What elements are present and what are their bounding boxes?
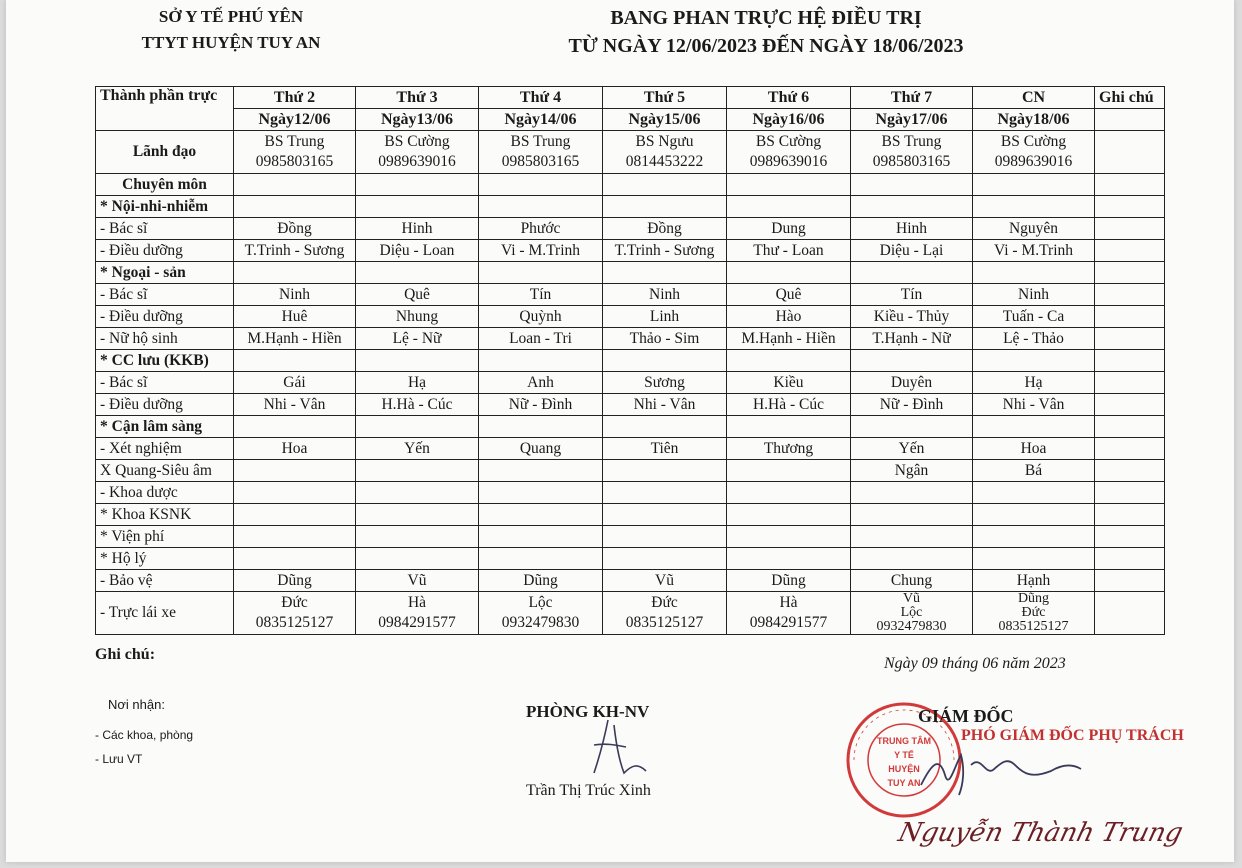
cell-line: 0989639016	[994, 153, 1073, 170]
schedule-cell	[356, 526, 479, 548]
cell-line: BS Cường	[1000, 133, 1067, 150]
schedule-cell	[603, 350, 727, 372]
schedule-cell	[973, 592, 1095, 635]
schedule-cell: Thảo - Sim	[603, 328, 727, 350]
schedule-cell	[851, 504, 973, 526]
header-row	[96, 87, 1165, 109]
notes-cell	[1095, 548, 1165, 570]
schedule-cell: Hạ	[973, 372, 1095, 394]
schedule-cell: Thương	[727, 438, 851, 460]
table-row	[96, 416, 1165, 438]
schedule-cell	[356, 196, 479, 218]
row-label: - Bác sĩ	[96, 372, 234, 394]
column-header-date: Ngày18/06	[973, 109, 1095, 131]
schedule-cell	[727, 526, 851, 548]
schedule-cell: T.Trinh - Sương	[234, 240, 356, 262]
schedule-cell	[851, 526, 973, 548]
notes-cell	[1095, 526, 1165, 548]
schedule-cell	[479, 262, 603, 284]
schedule-cell: Ngân	[851, 460, 973, 482]
schedule-cell: Hào	[727, 306, 851, 328]
schedule-cell: Dũng	[234, 570, 356, 592]
schedule-cell	[727, 504, 851, 526]
cell-line: 0835125127	[255, 614, 334, 631]
notes-cell	[1095, 218, 1165, 240]
schedule-cell	[727, 548, 851, 570]
notes-cell	[1095, 438, 1165, 460]
schedule-cell	[479, 504, 603, 526]
table-row	[96, 438, 1165, 460]
column-header-day: Thứ 7	[851, 87, 973, 109]
schedule-cell	[356, 482, 479, 504]
schedule-cell	[603, 592, 727, 635]
schedule-cell: Chung	[851, 570, 973, 592]
schedule-cell	[356, 504, 479, 526]
table-row	[96, 328, 1165, 350]
schedule-cell: Đồng	[234, 218, 356, 240]
schedule-cell	[234, 262, 356, 284]
column-header-day: Thứ 6	[727, 87, 851, 109]
schedule-cell: Hoa	[973, 438, 1095, 460]
schedule-cell: Kiều - Thủy	[851, 306, 973, 328]
schedule-cell: Hinh	[851, 218, 973, 240]
schedule-cell: Nhi - Vân	[973, 394, 1095, 416]
recipients-label: Nơi nhận:	[108, 697, 165, 712]
column-header-day: CN	[973, 87, 1095, 109]
schedule-cell	[973, 526, 1095, 548]
recipient-item: - Các khoa, phòng	[95, 728, 194, 742]
notes-cell	[1095, 306, 1165, 328]
schedule-cell: Vi - M.Trinh	[479, 240, 603, 262]
notes-label: Ghi chú:	[95, 646, 156, 663]
schedule-cell	[603, 504, 727, 526]
cell-line: Hà	[407, 594, 427, 611]
schedule-cell	[727, 131, 851, 174]
schedule-cell	[603, 548, 727, 570]
notes-cell	[1095, 262, 1165, 284]
schedule-cell: Vũ	[603, 570, 727, 592]
schedule-cell: Nhung	[356, 306, 479, 328]
schedule-cell	[234, 131, 356, 174]
row-label: X Quang-Siêu âm	[96, 460, 234, 482]
schedule-cell: Yến	[851, 438, 973, 460]
schedule-cell: Sương	[603, 372, 727, 394]
schedule-cell: Ninh	[603, 284, 727, 306]
schedule-cell	[234, 504, 356, 526]
schedule-cell: Hoa	[234, 438, 356, 460]
schedule-cell	[603, 526, 727, 548]
schedule-cell	[356, 548, 479, 570]
schedule-cell	[727, 174, 851, 196]
schedule-cell: Gái	[234, 372, 356, 394]
row-label: - Điều dưỡng	[96, 394, 234, 416]
seal-text: Y TẾ	[894, 750, 914, 760]
table-row	[96, 394, 1165, 416]
table-row	[96, 504, 1165, 526]
director-title: GIÁM ĐỐC	[918, 706, 1014, 726]
row-label: * Ngoại - sản	[96, 262, 234, 284]
table-row	[96, 482, 1165, 504]
schedule-cell	[851, 131, 973, 174]
schedule-cell	[479, 196, 603, 218]
row-label: - Nữ hộ sinh	[96, 328, 234, 350]
table-row	[96, 350, 1165, 372]
schedule-cell: H.Hà - Cúc	[356, 394, 479, 416]
cell-line: 0835125127	[625, 614, 704, 631]
schedule-cell	[973, 548, 1095, 570]
schedule-cell	[479, 174, 603, 196]
notes-cell	[1095, 482, 1165, 504]
cell-line: 0932479830	[501, 614, 580, 631]
notes-cell	[1095, 109, 1165, 131]
schedule-cell	[479, 350, 603, 372]
table-row	[96, 372, 1165, 394]
schedule-cell: Đồng	[603, 218, 727, 240]
schedule-cell: Thư - Loan	[727, 240, 851, 262]
row-label: - Bác sĩ	[96, 218, 234, 240]
schedule-cell	[727, 262, 851, 284]
schedule-cell	[603, 460, 727, 482]
schedule-cell: Dũng	[479, 570, 603, 592]
cell-line: 0989639016	[378, 153, 456, 170]
notes-cell	[1095, 350, 1165, 372]
row-label: Lãnh đạo	[96, 131, 234, 174]
table-row	[96, 262, 1165, 284]
schedule-cell: Vũ	[356, 570, 479, 592]
notes-cell	[1095, 131, 1165, 174]
schedule-cell: Tiên	[603, 438, 727, 460]
cell-line: Đức	[281, 594, 308, 611]
cell-line: 0989639016	[749, 153, 828, 170]
schedule-cell	[973, 196, 1095, 218]
row-label: - Bác sĩ	[96, 284, 234, 306]
schedule-cell	[603, 131, 727, 174]
table-row	[96, 240, 1165, 262]
schedule-cell	[234, 416, 356, 438]
notes-cell	[1095, 416, 1165, 438]
schedule-cell: T.Hạnh - Nữ	[851, 328, 973, 350]
schedule-cell: Lệ - Nữ	[356, 328, 479, 350]
table-row	[96, 548, 1165, 570]
schedule-cell	[851, 262, 973, 284]
schedule-cell	[234, 174, 356, 196]
schedule-cell: Tín	[851, 284, 973, 306]
schedule-cell	[727, 482, 851, 504]
schedule-cell	[356, 460, 479, 482]
schedule-cell: H.Hà - Cúc	[727, 394, 851, 416]
schedule-cell	[356, 350, 479, 372]
cell-line: 0985803165	[872, 153, 951, 170]
table-row	[96, 284, 1165, 306]
cell-line: Đức	[1021, 605, 1046, 620]
table-row	[96, 306, 1165, 328]
schedule-cell	[356, 262, 479, 284]
schedule-cell	[851, 548, 973, 570]
document-page	[6, 0, 1234, 862]
schedule-cell: T.Trinh - Sương	[603, 240, 727, 262]
schedule-cell: Duyên	[851, 372, 973, 394]
schedule-cell	[973, 416, 1095, 438]
column-header-notes: Ghi chú	[1095, 87, 1165, 109]
column-header-date: Ngày15/06	[603, 109, 727, 131]
document-title	[476, 4, 1056, 60]
schedule-cell: Huê	[234, 306, 356, 328]
schedule-cell: Lệ - Thảo	[973, 328, 1095, 350]
notes-cell	[1095, 328, 1165, 350]
schedule-cell: M.Hạnh - Hiền	[727, 328, 851, 350]
table-row	[96, 526, 1165, 548]
seal-text: HUYỆN	[888, 764, 920, 774]
schedule-cell	[356, 416, 479, 438]
row-label: - Điều dưỡng	[96, 240, 234, 262]
row-label: * Hộ lý	[96, 548, 234, 570]
notes-cell	[1095, 196, 1165, 218]
schedule-cell: Yến	[356, 438, 479, 460]
schedule-cell: Ninh	[234, 284, 356, 306]
schedule-cell	[727, 460, 851, 482]
column-header-duty-role: Thành phần trực	[96, 87, 234, 131]
notes-cell	[1095, 460, 1165, 482]
column-header-day: Thứ 4	[479, 87, 603, 109]
schedule-cell	[603, 174, 727, 196]
duty-schedule-table	[95, 86, 1165, 635]
schedule-cell: Hinh	[356, 218, 479, 240]
cell-line: 0985803165	[501, 153, 580, 170]
row-label: Chuyên môn	[96, 174, 234, 196]
schedule-cell: Dung	[727, 218, 851, 240]
notes-cell	[1095, 284, 1165, 306]
schedule-cell: Quê	[356, 284, 479, 306]
column-header-date: Ngày16/06	[727, 109, 851, 131]
deputy-director-title: PHÓ GIÁM ĐỐC PHỤ TRÁCH	[961, 727, 1184, 744]
schedule-cell: Nhi - Vân	[234, 394, 356, 416]
schedule-cell	[727, 350, 851, 372]
schedule-cell: Anh	[479, 372, 603, 394]
schedule-cell	[479, 416, 603, 438]
cell-line: 0814453222	[625, 153, 704, 170]
date-row	[96, 109, 1165, 131]
row-label: - Trực lái xe	[96, 592, 234, 635]
cell-line: Hà	[779, 594, 798, 611]
cell-line: BS Trung	[881, 133, 942, 150]
column-header-day: Thứ 5	[603, 87, 727, 109]
schedule-cell: Tín	[479, 284, 603, 306]
schedule-cell: Nữ - Đình	[851, 394, 973, 416]
schedule-cell: Nhi - Vân	[603, 394, 727, 416]
organization-header	[106, 4, 356, 56]
schedule-cell	[603, 416, 727, 438]
schedule-cell	[973, 504, 1095, 526]
schedule-cell	[234, 196, 356, 218]
schedule-cell: Hạnh	[973, 570, 1095, 592]
schedule-cell: Bá	[973, 460, 1095, 482]
notes-cell	[1095, 504, 1165, 526]
column-header-date: Ngày13/06	[356, 109, 479, 131]
recipient-item: - Lưu VT	[95, 752, 143, 766]
schedule-cell	[234, 350, 356, 372]
seal-text: TRUNG TÂM	[877, 736, 931, 746]
schedule-cell	[479, 526, 603, 548]
schedule-cell: Quang	[479, 438, 603, 460]
schedule-cell: Dũng	[727, 570, 851, 592]
row-label: - Xét nghiệm	[96, 438, 234, 460]
schedule-cell: Ninh	[973, 284, 1095, 306]
table-row	[96, 592, 1165, 635]
schedule-cell	[479, 592, 603, 635]
column-header-date: Ngày14/06	[479, 109, 603, 131]
row-label: * Cận lâm sàng	[96, 416, 234, 438]
director-signer-name: Nguyễn Thành Trung	[895, 818, 1186, 848]
schedule-cell	[727, 196, 851, 218]
row-label: - Điều dưỡng	[96, 306, 234, 328]
cell-line: BS Ngưu	[635, 133, 694, 150]
schedule-cell	[973, 350, 1095, 372]
schedule-cell	[603, 482, 727, 504]
schedule-cell	[603, 262, 727, 284]
cell-line: BS Trung	[264, 133, 325, 150]
schedule-cell: Loan - Tri	[479, 328, 603, 350]
row-label: - Bảo vệ	[96, 570, 234, 592]
row-label: * Nội-nhi-nhiễm	[96, 196, 234, 218]
cell-line: Vũ	[902, 591, 921, 606]
cell-line: 0984291577	[378, 614, 456, 631]
column-header-day: Thứ 3	[356, 87, 479, 109]
cell-line: Lộc	[900, 605, 923, 620]
schedule-cell: Linh	[603, 306, 727, 328]
table-row	[96, 174, 1165, 196]
column-header-date: Ngày17/06	[851, 109, 973, 131]
schedule-cell	[851, 350, 973, 372]
table-row	[96, 196, 1165, 218]
notes-cell	[1095, 372, 1165, 394]
cell-line: Lộc	[528, 594, 553, 611]
table-row	[96, 131, 1165, 174]
schedule-cell	[973, 482, 1095, 504]
schedule-cell	[234, 482, 356, 504]
schedule-cell	[356, 592, 479, 635]
notes-cell	[1095, 174, 1165, 196]
schedule-cell	[851, 592, 973, 635]
cell-line: BS Cường	[755, 133, 822, 150]
row-label: - Khoa dược	[96, 482, 234, 504]
schedule-cell: Quê	[727, 284, 851, 306]
schedule-cell: M.Hạnh - Hiền	[234, 328, 356, 350]
schedule-cell: Phước	[479, 218, 603, 240]
schedule-cell	[234, 460, 356, 482]
row-label: * Khoa KSNK	[96, 504, 234, 526]
title-line-2: TỪ NGÀY 12/06/2023 ĐẾN NGÀY 18/06/2023	[568, 35, 964, 57]
schedule-cell: Nữ - Đình	[479, 394, 603, 416]
schedule-cell: Vi - M.Trinh	[973, 240, 1095, 262]
schedule-cell: Nguyên	[973, 218, 1095, 240]
department-signer-name: Trần Thị Trúc Xinh	[526, 782, 651, 799]
director-signature-icon	[911, 735, 1091, 805]
cell-line: BS Trung	[510, 133, 571, 150]
schedule-cell	[479, 131, 603, 174]
cell-line: Dũng	[1017, 591, 1050, 606]
schedule-cell	[973, 131, 1095, 174]
table-row	[96, 218, 1165, 240]
schedule-cell	[851, 174, 973, 196]
table-row	[96, 460, 1165, 482]
schedule-cell	[234, 526, 356, 548]
issue-date: Ngày 09 tháng 06 năm 2023	[884, 655, 1066, 672]
cell-line: 0985803165	[255, 153, 334, 170]
schedule-cell	[603, 196, 727, 218]
column-header-date: Ngày12/06	[234, 109, 356, 131]
schedule-cell	[479, 482, 603, 504]
cell-line: 0984291577	[749, 614, 828, 631]
schedule-cell	[973, 174, 1095, 196]
org-line-2: TTYT HUYỆN TUY AN	[141, 33, 321, 52]
notes-cell	[1095, 570, 1165, 592]
schedule-cell	[851, 482, 973, 504]
seal-text: TUY AN	[887, 778, 921, 788]
schedule-cell	[479, 460, 603, 482]
schedule-cell: Hạ	[356, 372, 479, 394]
schedule-cell	[851, 196, 973, 218]
department-title: PHÒNG KH-NV	[526, 702, 650, 721]
notes-cell	[1095, 240, 1165, 262]
notes-cell	[1095, 592, 1165, 635]
row-label: * CC lưu (KKB)	[96, 350, 234, 372]
cell-line: BS Cường	[384, 133, 450, 150]
schedule-cell: Diệu - Loan	[356, 240, 479, 262]
schedule-cell	[479, 548, 603, 570]
cell-line: 0835125127	[998, 619, 1069, 634]
department-signature-icon	[586, 715, 656, 780]
schedule-cell	[973, 262, 1095, 284]
schedule-cell	[356, 131, 479, 174]
schedule-cell	[727, 416, 851, 438]
schedule-cell	[851, 416, 973, 438]
schedule-cell	[727, 592, 851, 635]
schedule-cell	[234, 592, 356, 635]
schedule-cell: Kiều	[727, 372, 851, 394]
schedule-cell	[234, 548, 356, 570]
row-label: * Viện phí	[96, 526, 234, 548]
schedule-cell: Tuấn - Ca	[973, 306, 1095, 328]
table-row	[96, 570, 1165, 592]
cell-line: Đức	[651, 594, 678, 611]
schedule-cell: Diệu - Lại	[851, 240, 973, 262]
notes-cell	[1095, 394, 1165, 416]
column-header-day: Thứ 2	[234, 87, 356, 109]
cell-line: 0932479830	[876, 619, 947, 634]
schedule-cell: Quỳnh	[479, 306, 603, 328]
title-line-1: BANG PHAN TRỰC HỆ ĐIỀU TRỊ	[610, 7, 922, 29]
org-line-1: SỞ Y TẾ PHÚ YÊN	[158, 7, 304, 26]
schedule-cell	[356, 174, 479, 196]
